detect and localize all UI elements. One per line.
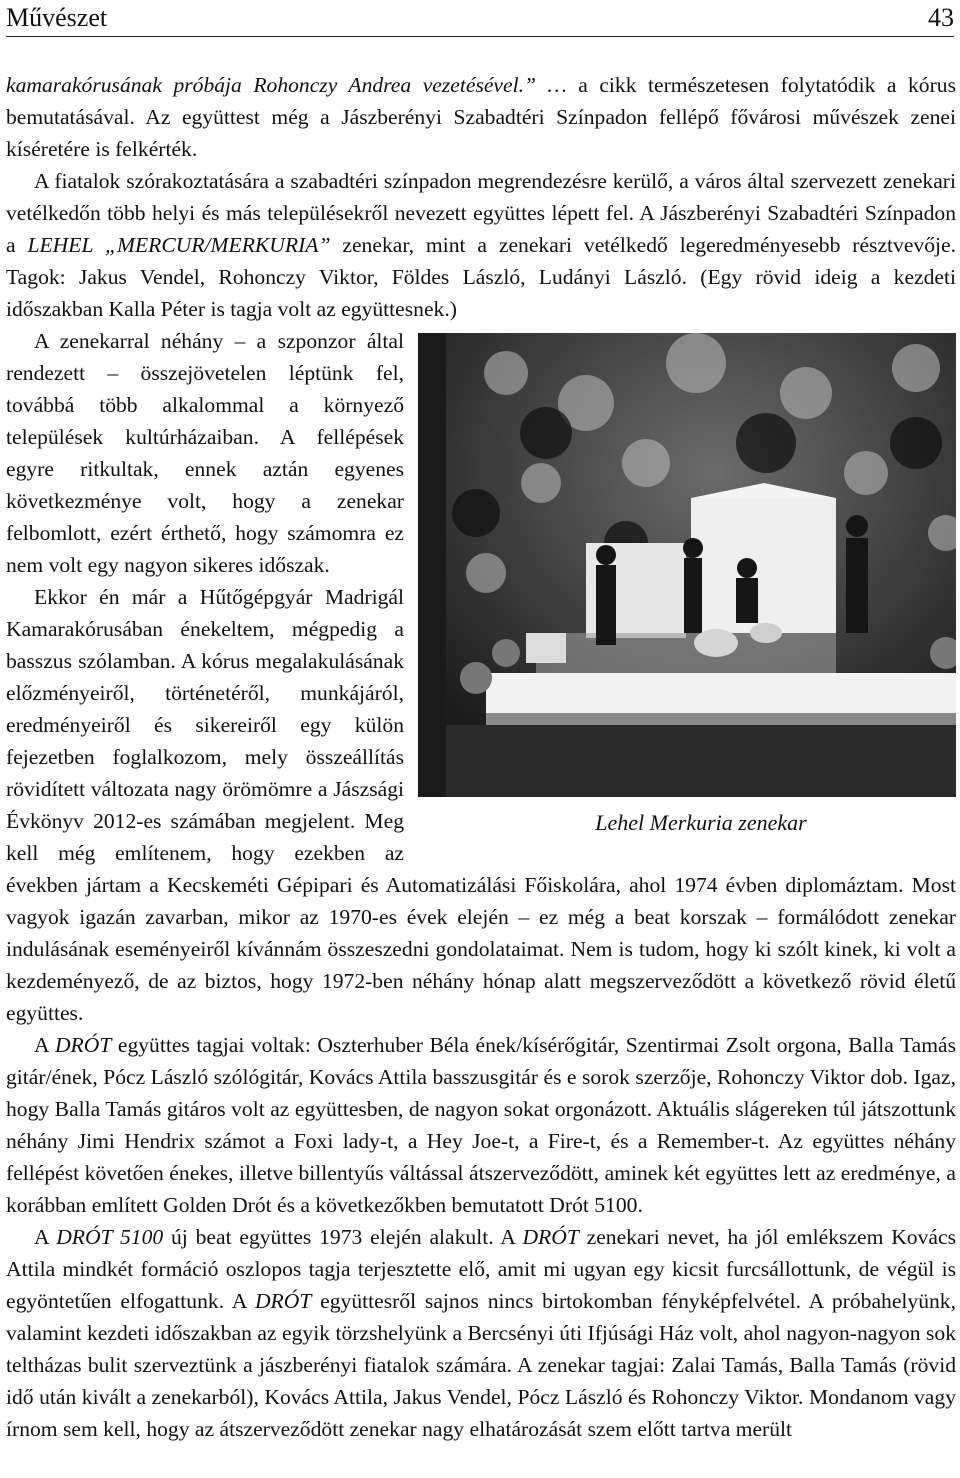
paragraph bbox=[6, 1221, 956, 1445]
photo-caption: Lehel Merkuria zenekar bbox=[595, 810, 807, 835]
text-run: együttes tagjai voltak: Oszterhuber Béla ének/kísérőgitár, Szentirmai Zsolt orgona, Balla Tamás gitár/ének, Pócz László szólógitár, Kovács Attila basszusgitár és e sorok szerzője, Rohonczy Viktor dob. Igaz, hogy Balla Tamás gitáros volt az együttesben, de nagyon sokat orgonázott. Aktuális slágereken túl játszottunk néhány Jimi Hendrix számot a Foxi lady-t, a Hey Joe-t, a Fire-t, és a Remember-t. Az együttes néhány fellépést követően énekes, illetve billentyűs váltással átszerveződött, aminek két együttes lett az eredménye, a korábban említett Golden Drót és a következőkben bemutatott Drót 5100. bbox=[6, 1033, 956, 1217]
page-header bbox=[6, 0, 954, 37]
band-photo-illustration bbox=[446, 333, 956, 797]
text-run: A bbox=[34, 1225, 57, 1249]
text-run: A bbox=[34, 1033, 55, 1057]
italic-text-run: kamarakórusának próbája Rohonczy Andrea vezetésével.” … bbox=[6, 73, 567, 97]
text-run: A zenekarral néhány – a szponzor által rendezett – összejövetelen léptünk fel, továbbá több alkalommal a környező települések kultúrházaiban. A fellépések egyre ritkultak, ennek aztán egyenes következménye volt, hogy a zenekar felbomlott, ezért érthető, hogy számomra ez nem volt egy nagyon sikeres időszak. bbox=[6, 329, 404, 577]
band-photo bbox=[418, 333, 956, 797]
photo-figure bbox=[418, 333, 956, 859]
paragraph bbox=[6, 1029, 956, 1221]
text-run: zenekar, mint a zenekari vetélkedő legeredményesebb résztvevője. Tagok: Jakus Vendel, Rohonczy Viktor, Földes László, Ludányi László. (Egy rövid ideig a kezdeti időszakban Kalla Péter is tagja volt az együttesnek.) bbox=[6, 233, 957, 321]
page-number: 43 bbox=[928, 3, 954, 32]
paragraph-text bbox=[6, 329, 404, 577]
text-run: új beat együttes 1973 elején alakult. A bbox=[163, 1225, 523, 1249]
text-run: a cikk természetesen folytatódik a kórus bemutatásával. Az együttest még a Jászberényi Szabadtéri Színpadon fellépő fővárosi művészek zenei kíséretére is felkérték. bbox=[6, 73, 956, 161]
italic-text-run: DRÓT bbox=[522, 1225, 579, 1249]
paragraph bbox=[6, 165, 956, 325]
italic-text-run: LEHEL „MERCUR/MERKURIA” bbox=[27, 233, 331, 257]
paragraph bbox=[6, 69, 956, 165]
italic-text-run: DRÓT 5100 bbox=[56, 1225, 164, 1249]
italic-text-run: DRÓT bbox=[54, 1033, 112, 1057]
text-run: együttesről sajnos nincs birtokomban fényképfelvétel. A próbahelyünk, valamint kezdeti időszakban az egyik törzshelyünk a Bercsényi úti Ifjúsági Ház volt, ahol nagyon-nagyon sok teltházas bulit szerveztünk a jászberényi fiatalok számára. A zenekar tagjai: Zalai Tamás, Balla Tamás (rövid idő után kivált a zenekarból), Kovács Attila, Jakus Vendel, Pócz László és Rohonczy Viktor. Mondanom vagy írnom sem kell, hogy az átszerveződött zenekar nagy elhatározását szem előtt tartva merült bbox=[6, 1289, 956, 1441]
text-run: Ekkor én már a Hűtőgépgyár Madrigál Kamarakórusában énekeltem, mégpedig a basszus szólamban. A kórus megalakulásának előzményeiről, történetéről, munkájáról, eredményeiről és sikereiről egy külön fejezetben foglalkozom, mely összeállítás rövidített változata nagy örömömre a Jászsági Évkönyv 2012-es számában megjelent. Meg kell még említenem, hogy ezekben az években jártam a Kecskeméti Gépipari és Automatizálási Főiskolára, ahol 1974 évben diplomáztam. Most vagyok igazán zavarban, mikor az 1970-es évek elején – ez még a beat korszak – formálódott zenekar indulásának eseményeiről kívánnám összeszedni gondolataimat. Nem is tudom, hogy ki szólt kinek, ki volt a kezdeményező, de az biztos, hogy 1972-ben néhány hónap alatt megszerveződött a következő rövid életű együttes. bbox=[6, 585, 956, 1025]
text-run: A fiatalok szórakoztatására a szabadtéri színpadon megrendezésre kerülő, a város által szervezett zenekari vetélkedőn több helyi és más településekről nevezett együttes lépett fel. A Jászberényi Szabadtéri Színpadon a bbox=[6, 169, 956, 257]
text-run: zenekari nevet, ha jól emlékszem Kovács Attila mindkét formáció oszlopos tagja terjesztette elő, amit mi ugyan egy kicsit furcsállottunk, de végül is egyöntetűen elfogattunk. A bbox=[6, 1225, 956, 1313]
italic-text-run: DRÓT bbox=[254, 1289, 312, 1313]
article-body bbox=[6, 69, 956, 1445]
section-title: Művészet bbox=[6, 3, 108, 32]
